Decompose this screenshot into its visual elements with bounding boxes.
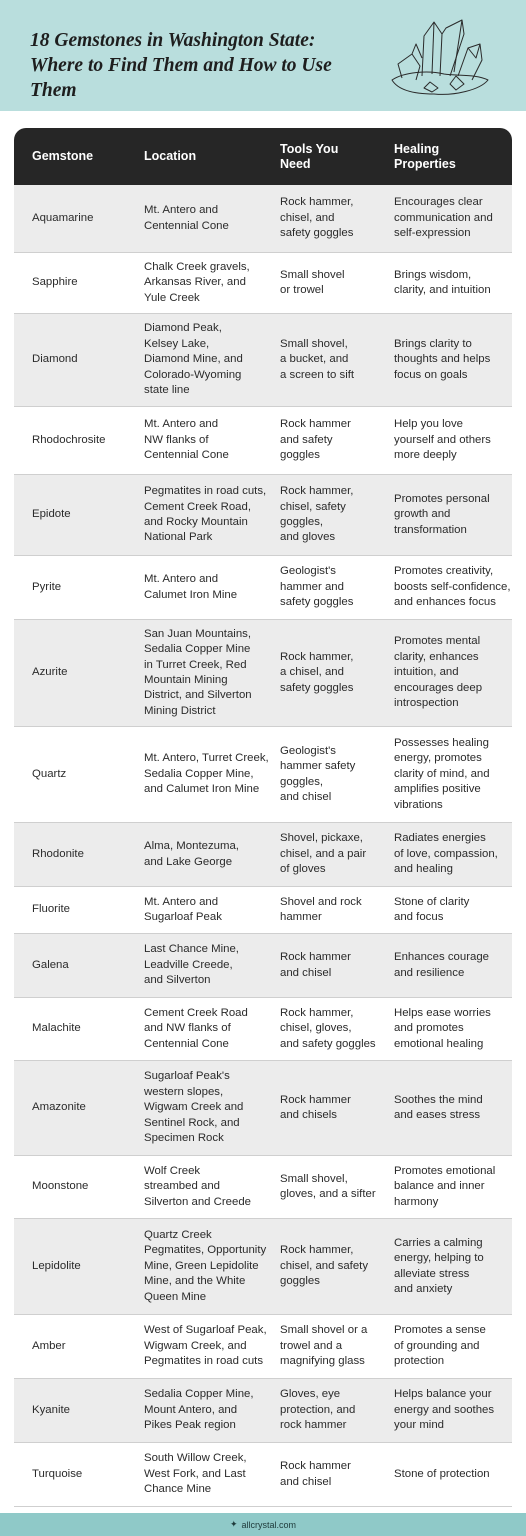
cell-location: Quartz Creek Pegmatites, Opportunity Mine, Green Lepidolite Mine, and the White Queen Mine <box>144 1228 267 1303</box>
cell-tools: Geologist's hammer and safety goggles <box>280 565 354 609</box>
cell-tools: Rock hammer and chisel <box>280 951 351 979</box>
table-row <box>14 1379 512 1443</box>
cell-tools: Rock hammer, a chisel, and safety goggles <box>280 650 354 694</box>
cell-gemstone: Sapphire <box>32 276 78 289</box>
cell-tools: Gloves, eye protection, and rock hammer <box>280 1388 356 1432</box>
cell-location: Mt. Antero and Centennial Cone <box>144 204 229 232</box>
table-row <box>14 887 512 934</box>
table-body <box>14 185 512 1507</box>
table-row <box>14 1443 512 1507</box>
cell-location: Diamond Peak, Kelsey Lake, Diamond Mine, and Colorado-Wyoming state line <box>144 322 243 397</box>
column-header-healing: Healing Properties <box>394 141 456 171</box>
cell-gemstone: Kyanite <box>32 1403 70 1416</box>
cell-tools: Rock hammer, chisel, and safety goggles <box>280 1244 369 1288</box>
cell-gemstone: Epidote <box>32 508 71 521</box>
cell-location: San Juan Mountains, Sedalia Copper Mine in Turret Creek, Red Mountain Mining District, and Silverton Mining District <box>144 627 252 717</box>
cell-tools: Small shovel, gloves, and a sifter <box>280 1172 376 1200</box>
cell-healing: Promotes a sense of grounding and protection <box>394 1324 486 1368</box>
cell-gemstone: Turquoise <box>32 1467 83 1480</box>
cell-location: Sugarloaf Peak's western slopes, Wigwam Creek and Sentinel Rock, and Specimen Rock <box>144 1070 244 1145</box>
table-row <box>14 1156 512 1219</box>
cell-gemstone: Pyrite <box>32 580 62 593</box>
cell-tools: Small shovel or trowel <box>280 268 345 296</box>
cell-healing: Soothes the mind and eases stress <box>394 1093 483 1121</box>
cell-healing: Promotes creativity, boosts self-confidence, and enhances focus <box>394 565 511 609</box>
cell-location: Last Chance Mine, Leadville Creede, and Silverton <box>144 943 239 987</box>
cell-location: Cement Creek Road and NW flanks of Centennial Cone <box>144 1006 248 1050</box>
cell-healing: Promotes emotional balance and inner harmony <box>394 1164 496 1208</box>
cell-healing: Helps ease worries and promotes emotional healing <box>394 1006 491 1050</box>
cell-healing: Stone of protection <box>394 1467 490 1480</box>
cell-tools: Rock hammer, chisel, gloves, and safety goggles <box>280 1006 376 1050</box>
column-header-location: Location <box>144 149 197 163</box>
table-row <box>14 998 512 1061</box>
cell-location: Chalk Creek gravels, Arkansas River, and Yule Creek <box>144 260 250 304</box>
cell-tools: Rock hammer and chisel <box>280 1460 351 1488</box>
cell-gemstone: Amazonite <box>32 1101 86 1114</box>
cell-gemstone: Diamond <box>32 353 78 366</box>
table-row <box>14 556 512 620</box>
cell-healing: Enhances courage and resilience <box>394 951 489 979</box>
cell-healing: Brings wisdom, clarity, and intuition <box>394 268 491 296</box>
cell-healing: Carries a calming energy, helping to alleviate stress and anxiety <box>394 1236 484 1295</box>
cell-location: Wolf Creek streambed and Silverton and Creede <box>144 1164 252 1208</box>
page-header <box>0 0 526 111</box>
cell-tools: Shovel, pickaxe, chisel, and a pair of gloves <box>280 832 367 876</box>
cell-healing: Promotes personal growth and transformation <box>394 492 490 536</box>
table-header <box>14 128 512 185</box>
cell-location: South Willow Creek, West Fork, and Last Chance Mine <box>144 1452 247 1496</box>
cell-tools: Small shovel, a bucket, and a screen to sift <box>280 337 355 381</box>
gemstone-table <box>14 128 512 1507</box>
table-row <box>14 620 512 727</box>
cell-gemstone: Aquamarine <box>32 211 94 224</box>
cell-location: Mt. Antero and Calumet Iron Mine <box>144 573 238 601</box>
table-row <box>14 407 512 475</box>
table-row <box>14 253 512 314</box>
page-title: 18 Gemstones in Washington State: Where to Find Them and How to Use Them <box>30 30 332 101</box>
table-row <box>14 1315 512 1379</box>
cell-gemstone: Rhodochrosite <box>32 433 106 446</box>
column-header-gemstone: Gemstone <box>32 149 94 163</box>
cell-tools: Rock hammer and safety goggles <box>280 418 351 462</box>
table-row <box>14 1219 512 1315</box>
table-row <box>14 727 512 823</box>
page-footer <box>0 1513 526 1536</box>
footer-site: allcrystal.com <box>241 1519 297 1530</box>
cell-tools: Geologist's hammer safety goggles, and chisel <box>280 744 356 803</box>
cell-healing: Help you love yourself and others more deeply <box>394 418 491 462</box>
column-header-tools: Tools You Need <box>280 141 339 171</box>
cell-location: Mt. Antero and NW flanks of Centennial Cone <box>144 418 229 462</box>
cell-gemstone: Lepidolite <box>32 1259 81 1272</box>
cell-tools: Rock hammer, chisel, and safety goggles <box>280 196 354 240</box>
table-row <box>14 934 512 998</box>
cell-location: Alma, Montezuma, and Lake George <box>144 840 239 868</box>
cell-healing: Encourages clear communication and self-expression <box>394 196 493 240</box>
table-row <box>14 314 512 407</box>
cell-healing: Promotes mental clarity, enhances intuition, and encourages deep introspection <box>394 635 483 710</box>
cell-healing: Brings clarity to thoughts and helps focus on goals <box>394 337 491 381</box>
cell-tools: Small shovel or a trowel and a magnifying glass <box>280 1324 368 1368</box>
cell-location: West of Sugarloaf Peak, Wigwam Creek, and Pegmatites in road cuts <box>144 1324 267 1368</box>
table-row <box>14 823 512 887</box>
cell-healing: Stone of clarity and focus <box>394 895 470 923</box>
table-row <box>14 185 512 253</box>
cell-tools: Rock hammer, chisel, safety goggles, and gloves <box>280 485 354 544</box>
crystal-cluster-icon <box>384 14 494 98</box>
cell-location: Sedalia Copper Mine, Mount Antero, and Pikes Peak region <box>144 1388 254 1432</box>
cell-healing: Possesses healing energy, promotes clarity of mind, and amplifies positive vibrations <box>394 736 490 811</box>
cell-gemstone: Moonstone <box>32 1180 89 1193</box>
cell-location: Mt. Antero, Turret Creek, Sedalia Copper Mine, and Calumet Iron Mine <box>144 752 269 796</box>
cell-location: Pegmatites in road cuts, Cement Creek Road, and Rocky Mountain National Park <box>144 485 267 544</box>
cell-gemstone: Azurite <box>32 666 68 679</box>
cell-healing: Radiates energies of love, compassion, and healing <box>394 832 498 876</box>
cell-gemstone: Quartz <box>32 767 67 780</box>
cell-tools: Rock hammer and chisels <box>280 1093 351 1121</box>
cell-gemstone: Amber <box>32 1339 66 1352</box>
cell-location: Mt. Antero and Sugarloaf Peak <box>144 895 222 923</box>
cell-gemstone: Malachite <box>32 1022 81 1035</box>
sparkle-icon: ✦ <box>229 1519 238 1529</box>
table-row <box>14 1061 512 1156</box>
cell-healing: Helps balance your energy and soothes your mind <box>394 1388 495 1432</box>
table-row <box>14 475 512 556</box>
cell-gemstone: Fluorite <box>32 903 70 916</box>
cell-gemstone: Rhodonite <box>32 847 84 860</box>
cell-tools: Shovel and rock hammer <box>280 895 362 923</box>
cell-gemstone: Galena <box>32 958 69 971</box>
